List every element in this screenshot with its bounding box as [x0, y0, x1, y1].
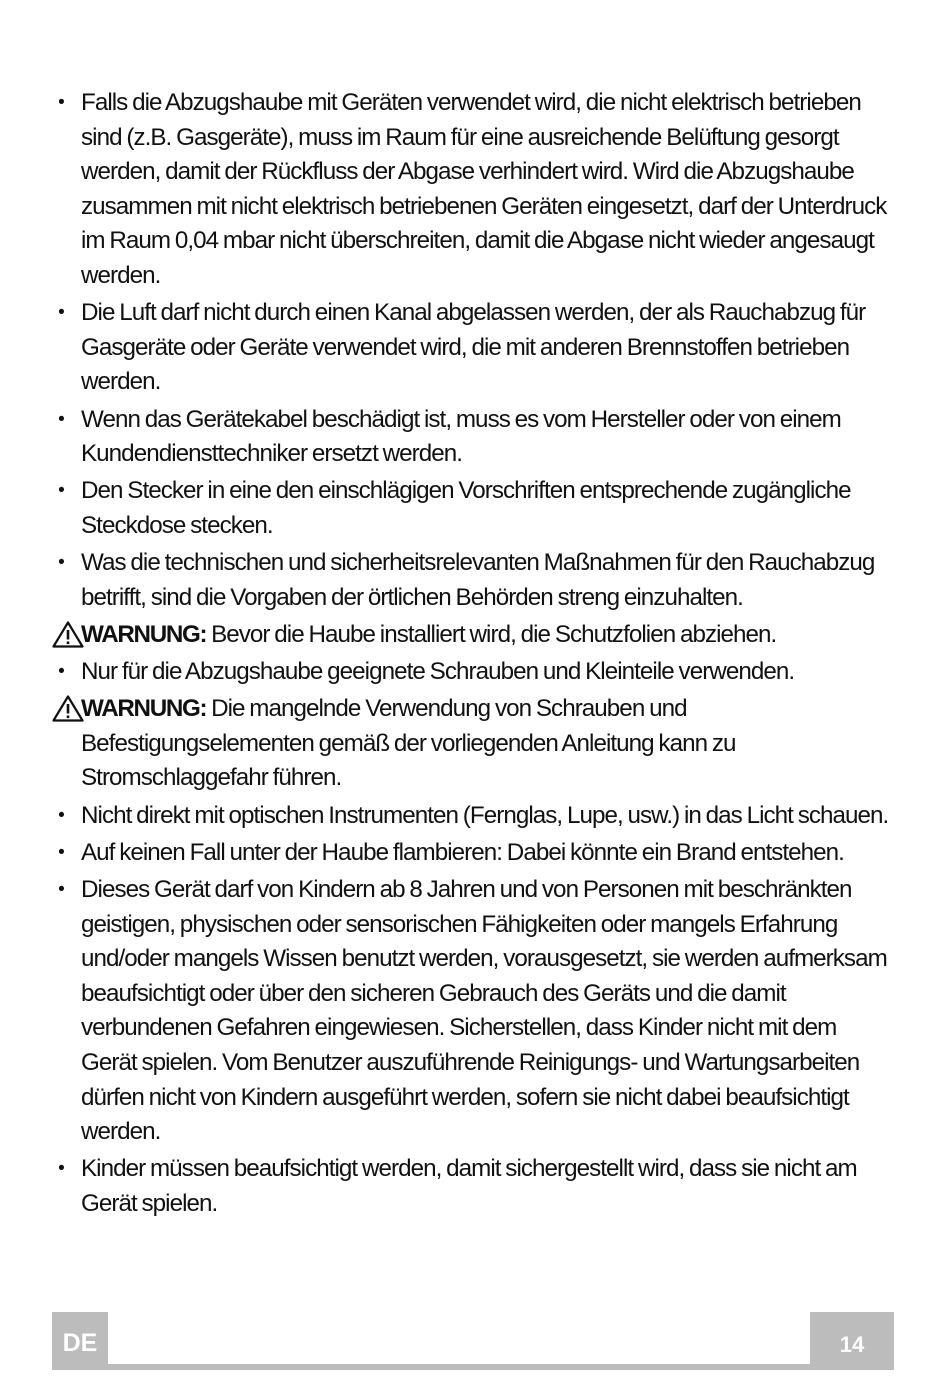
warning-triangle-icon	[52, 621, 84, 648]
warning-item	[52, 692, 892, 796]
item-text: Nur für die Abzugshaube geeignete Schrauben und Kleinteile verwenden.	[81, 658, 795, 686]
list-item	[52, 799, 892, 834]
list-item	[52, 836, 892, 871]
bullet-icon: •	[58, 841, 64, 863]
item-text: Die Luft darf nicht durch einen Kanal abgelassen werden, der als Rauchabzug für Gasgeräte oder Geräte verwendet wird, die mit anderen Brennstoffen betrieben werden.	[81, 299, 866, 396]
item-text: Die mangelnde Verwendung von Schrauben und Befestigungselementen gemäß der vorliegenden Anleitung kann zu Stromschlaggefahr führen.	[81, 695, 736, 792]
item-text: Auf keinen Fall unter der Haube flambieren: Dabei könnte ein Brand entstehen.	[81, 838, 844, 866]
item-text: Wenn das Gerätekabel beschädigt ist, muss es vom Hersteller oder von einem Kundendiensttechniker ersetzt werden.	[81, 405, 841, 468]
list-item	[52, 546, 892, 615]
bullet-icon: •	[58, 480, 64, 502]
item-text: Was die technischen und sicherheitsrelevanten Maßnahmen für den Rauchabzug betrifft, sind die Vorgaben der örtlichen Behörden streng einzuhalten.	[81, 549, 875, 611]
bullet-icon: •	[58, 804, 64, 826]
bullet-icon: •	[58, 92, 64, 113]
bullet-icon: •	[58, 879, 64, 900]
warning-label: WARNUNG:	[81, 695, 207, 723]
item-text: Den Stecker in eine den einschlägigen Vorschriften entsprechende zugängliche Steckdose stecken.	[81, 477, 851, 539]
list-item	[52, 873, 892, 1150]
page-number: 14	[839, 1332, 865, 1357]
list-item	[52, 1152, 892, 1221]
item-text: Nicht direkt mit optischen Instrumenten (Fernglas, Lupe, usw.) in das Licht schauen.	[81, 801, 889, 829]
list-item	[52, 296, 892, 400]
warning-item	[52, 618, 892, 653]
bullet-icon: •	[58, 302, 64, 324]
bullet-icon: •	[58, 1158, 64, 1180]
list-item	[52, 403, 892, 472]
language-code: DE	[62, 1329, 98, 1357]
bullet-icon: •	[58, 552, 64, 574]
warning-label: WARNUNG:	[81, 620, 207, 648]
item-text: Dieses Gerät darf von Kindern ab 8 Jahren und von Personen mit beschränkten geistigen, physischen oder sensorischen Fähigkeiten oder mangels Erfahrung und/oder mangels Wissen benutzt werden, vorausgesetzt, sie werden aufmerksam beaufsichtigt oder über den sicheren Gebrauch des Geräts und die damit verbundenen Gefahren eingewiesen. Sicherstellen, dass Kinder nicht mit dem Gerät spielen. Vom Benutzer auszuführende Reinigungs- und Wartungsarbeiten dürfen nicht von Kindern ausgeführt werden, sofern sie nicht dabei beaufsichtigt werden.	[81, 876, 887, 1146]
safety-instructions-list	[52, 86, 892, 1224]
list-item	[52, 86, 892, 294]
footer-rule-area	[108, 1312, 810, 1364]
list-item	[52, 655, 892, 690]
item-text: Falls die Abzugshaube mit Geräten verwendet wird, die nicht elektrisch betrieben sind (z.B. Gasgeräte), muss im Raum für eine ausreichende Belüftung gesorgt werden, damit der Rückfluss der Abgase verhindert wird. Wird die Abzugshaube zusammen mit nicht elektrisch betriebenen Geräten eingesetzt, darf der Unterdruck im Raum 0,04 mbar nicht überschreiten, damit die Abgase nicht wieder angesaugt werden.	[81, 89, 887, 289]
item-text: Kinder müssen beaufsichtigt werden, damit sichergestellt wird, dass sie nicht am Gerät spielen.	[81, 1155, 857, 1217]
list-item	[52, 474, 892, 543]
item-text: Bevor die Haube installiert wird, die Schutzfolien abziehen.	[206, 620, 777, 648]
bullet-icon: •	[58, 408, 64, 430]
bullet-icon: •	[58, 661, 64, 683]
warning-triangle-icon	[52, 695, 84, 722]
